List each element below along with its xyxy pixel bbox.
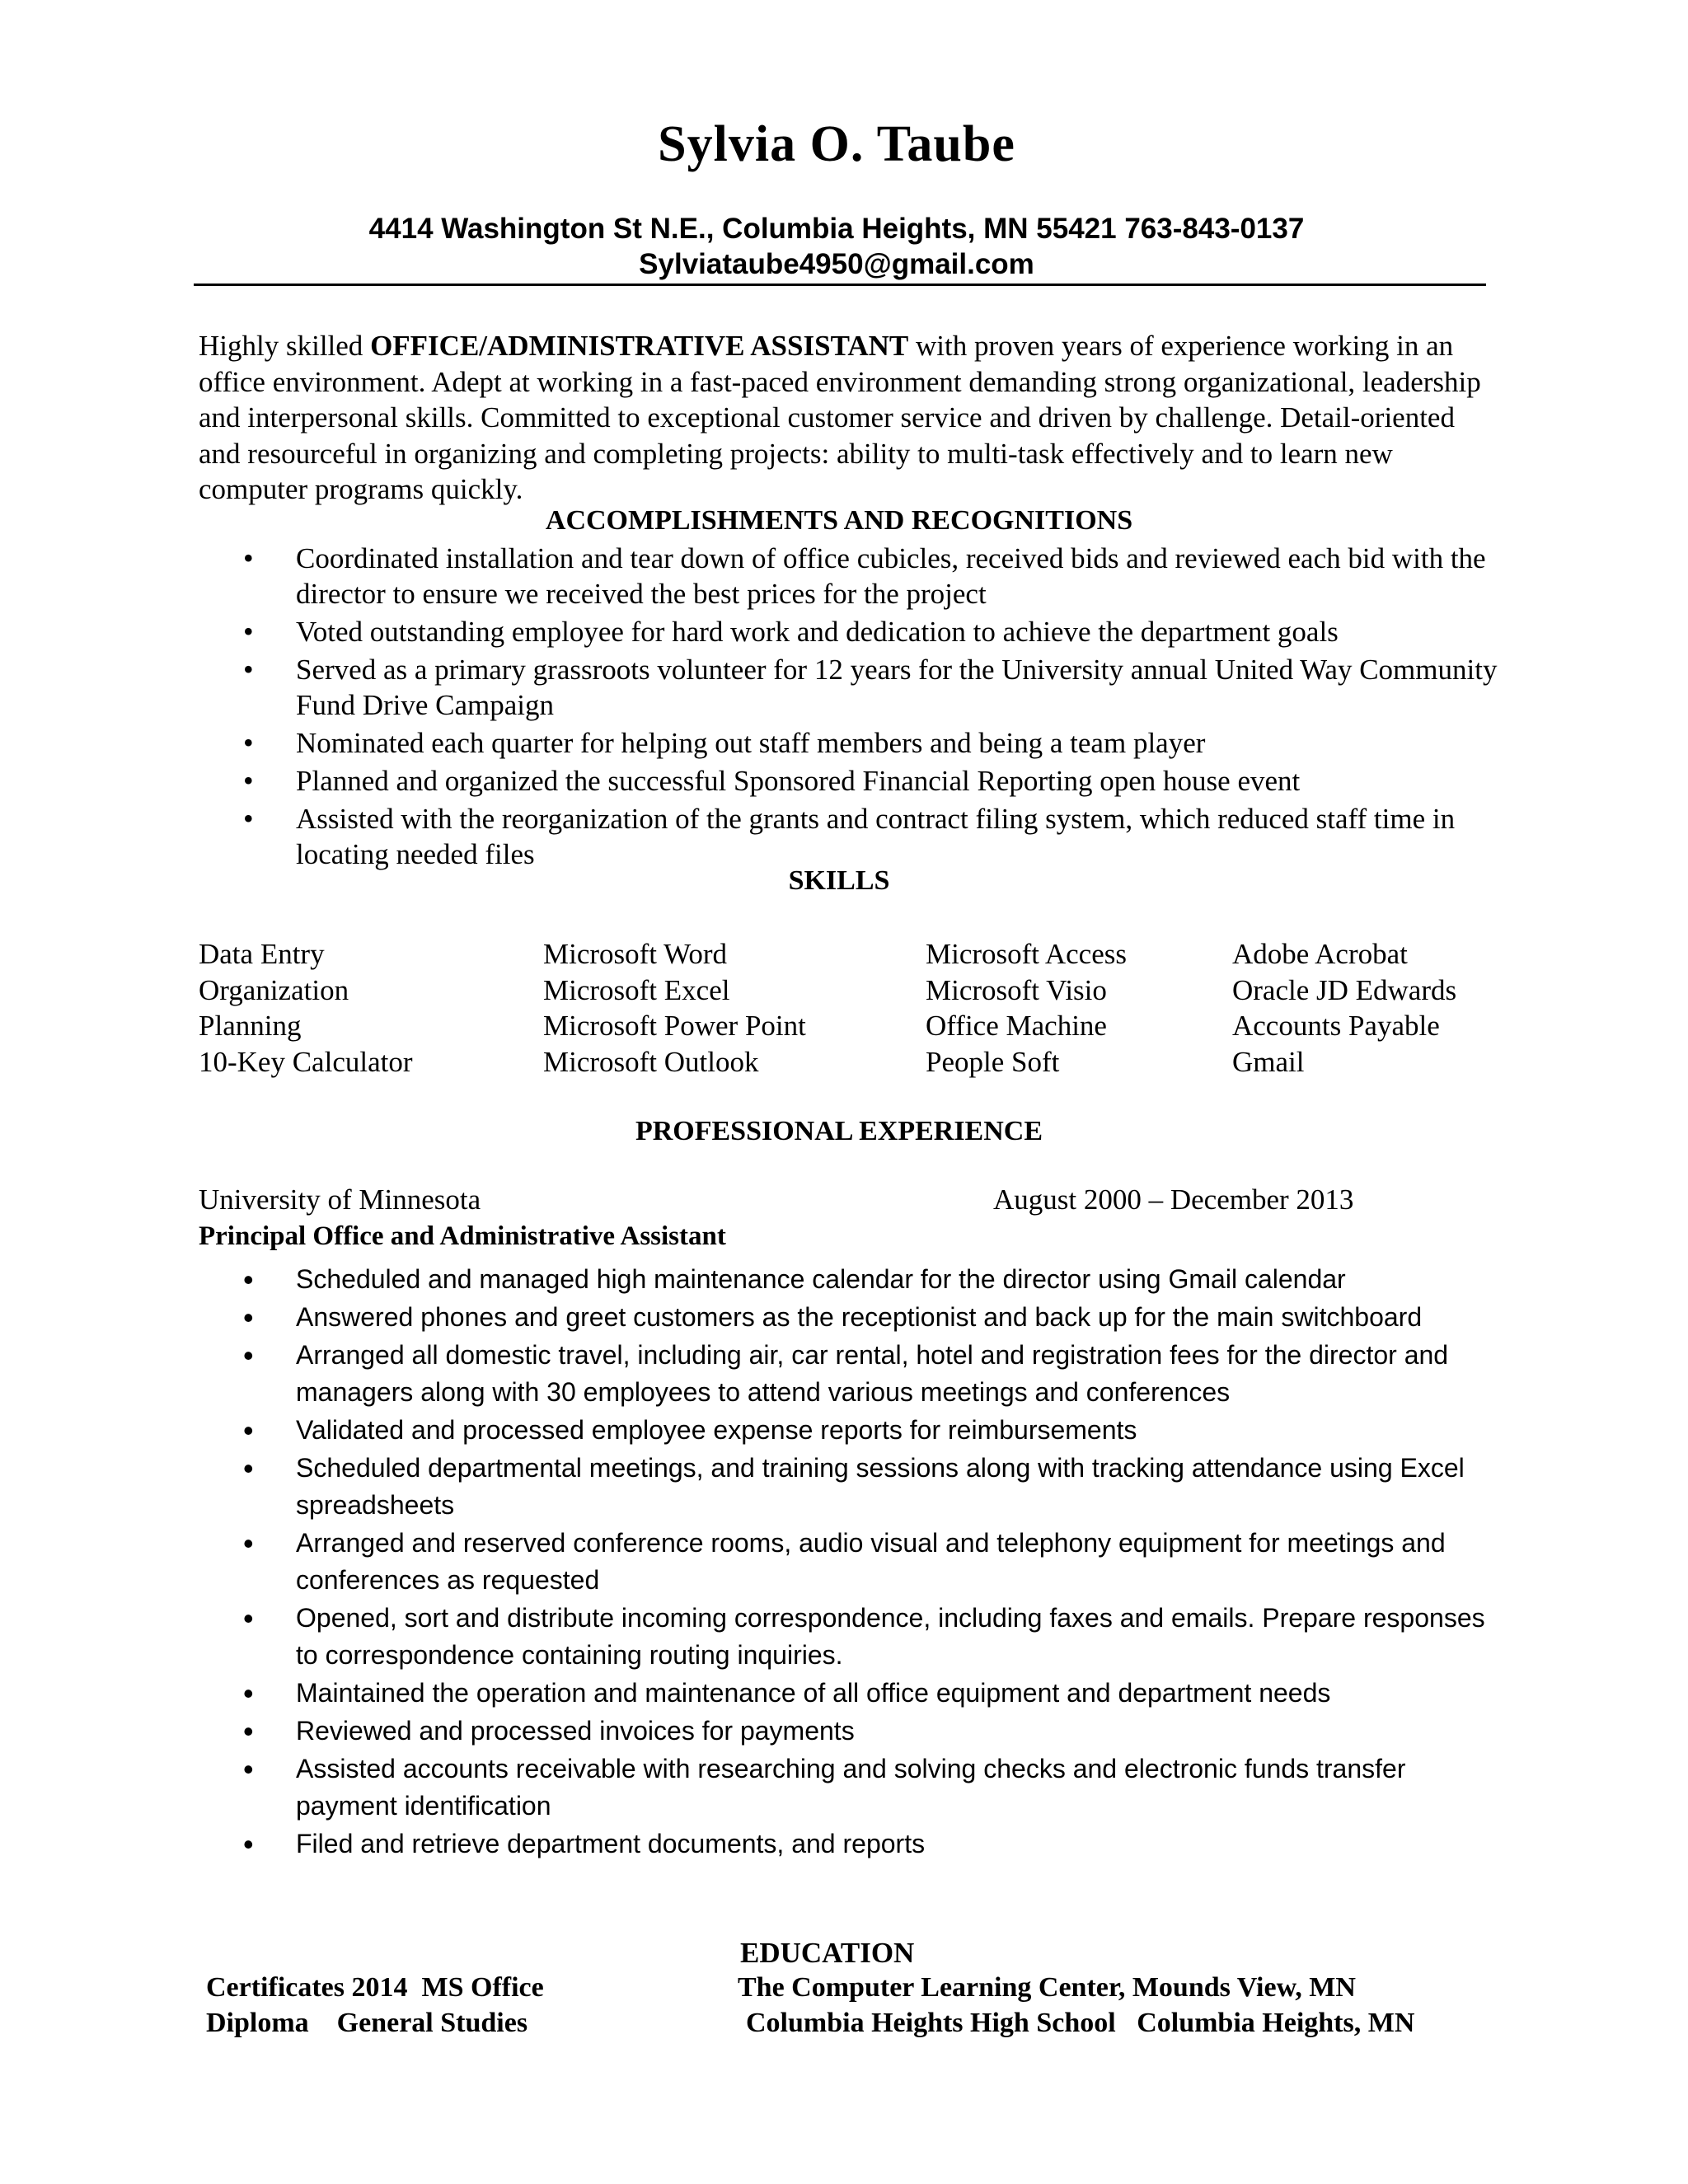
skill-item: Oracle JD Edwards [1232,973,1457,1006]
accomplishment-item: • Assisted with the reorganization of the grants and contract filing system, which reduced staff time in locating needed files [0,801,1508,872]
accomplishment-item: • Coordinated installation and tear down of office cubicles, received bids and reviewed each bid with the director to ensure we received the best prices for the project [0,541,1508,612]
skills-heading: SKILLS [788,865,890,896]
education-school: Columbia Heights High School Columbia Heights, MN [746,2008,1415,2038]
skills-column [926,936,1127,1080]
accomplishments-list [0,541,1508,874]
accomplishments-heading: ACCOMPLISHMENTS AND RECOGNITIONS [545,505,1133,536]
summary-title: OFFICE/ADMINISTRATIVE ASSISTANT [370,330,909,362]
experience-list [0,1261,1500,1863]
summary-intro: Highly skilled [199,330,371,362]
candidate-name: Sylvia O. Taube [658,116,1015,172]
experience-item: • Opened, sort and distribute incoming correspondence, including faxes and emails. Prepare responses to correspondence containing routing inquiries. [0,1600,1500,1674]
skill-item: Microsoft Outlook [543,1045,759,1078]
skill-item: Organization [199,973,349,1006]
accomplishment-item: • Voted outstanding employee for hard work and dedication to achieve the department goals [0,614,1508,649]
experience-item: • Scheduled departmental meetings, and training sessions along with tracking attendance using Excel spreadsheets [0,1450,1500,1524]
experience-item: • Arranged all domestic travel, including air, car rental, hotel and registration fees for the director and managers along with 30 employees to attend various meetings and conferences [0,1337,1500,1411]
skill-item: 10-Key Calculator [199,1045,413,1078]
accomplishment-item: • Nominated each quarter for helping out staff members and being a team player [0,725,1508,761]
skill-item: Gmail [1232,1045,1305,1078]
skill-item: Adobe Acrobat [1232,938,1408,970]
employer-name: University of Minnesota [199,1183,481,1216]
skill-item: Data Entry [199,938,325,970]
skill-item: Microsoft Power Point [543,1010,806,1042]
skill-item: Microsoft Visio [926,973,1107,1006]
job-title: Principal Office and Administrative Assistant [199,1221,726,1251]
skill-item: Microsoft Word [543,938,728,970]
skill-item: People Soft [926,1045,1060,1078]
education-school: The Computer Learning Center, Mounds View, MN [738,1972,1356,2003]
skill-item: Office Machine [926,1010,1107,1042]
header-divider [194,284,1486,286]
skills-column [543,936,806,1080]
skill-item: Microsoft Excel [543,973,730,1006]
experience-item: • Maintained the operation and maintenance of all office equipment and department needs [0,1675,1500,1712]
experience-item: • Validated and processed employee expense reports for reimbursements [0,1412,1500,1449]
skills-column [1232,936,1456,1080]
accomplishment-item: • Served as a primary grassroots volunteer for 12 years for the University annual United Way Community Fund Drive Campaign [0,652,1508,723]
employment-dates: August 2000 – December 2013 [993,1183,1354,1216]
education-heading: EDUCATION [740,1937,915,1969]
experience-item: • Scheduled and managed high maintenance calendar for the director using Gmail calendar [0,1261,1500,1298]
skill-item: Planning [199,1010,302,1042]
experience-item: • Arranged and reserved conference rooms, audio visual and telephony equipment for meetings and conferences as requested [0,1525,1500,1599]
professional-summary [199,328,1501,508]
experience-item: • Assisted accounts receivable with researching and solving checks and electronic funds transfer payment identification [0,1750,1500,1825]
address-phone: 4414 Washington St N.E., Columbia Heights, MN 55421 763-843-0137 [368,213,1305,245]
experience-item: • Reviewed and processed invoices for payments [0,1713,1500,1750]
education-credential: Certificates 2014 MS Office [206,1972,544,2003]
email-address: Sylviataube4950@gmail.com [639,248,1034,280]
experience-item: • Filed and retrieve department documents, and reports [0,1825,1500,1863]
education-credential: Diploma General Studies [206,2008,528,2038]
accomplishment-item: • Planned and organized the successful Sponsored Financial Reporting open house event [0,763,1508,799]
experience-item: • Answered phones and greet customers as the receptionist and back up for the main switchboard [0,1299,1500,1336]
experience-heading: PROFESSIONAL EXPERIENCE [635,1116,1043,1146]
skill-item: Accounts Payable [1232,1010,1440,1042]
skill-item: Microsoft Access [926,938,1127,970]
summary-text: with proven years of experience working in an office environment. Adept at working in a fast-paced environment demanding strong organizational, leadership and interpersonal skills. Committed to exceptional customer service and driven by challenge. Detail-oriented and resourceful in organizing and completing projects: ability to multi-task effectively and to learn new computer programs quickly. [199,330,1481,505]
skills-column [199,936,413,1080]
